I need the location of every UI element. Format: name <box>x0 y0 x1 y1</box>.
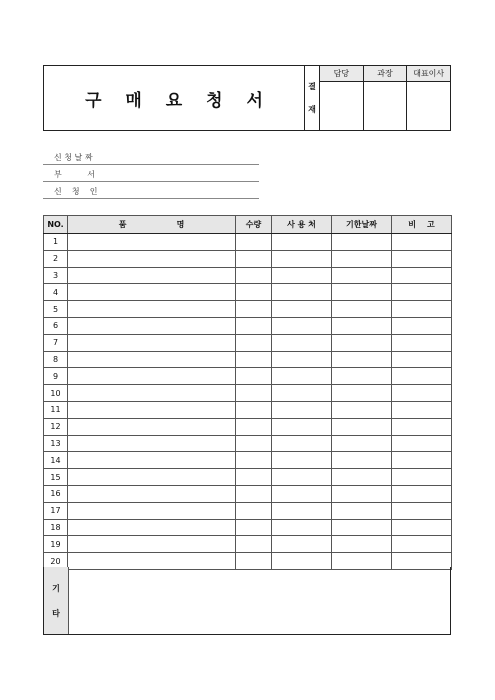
usage-cell[interactable] <box>272 519 332 536</box>
row-number: 9 <box>44 368 68 385</box>
usage-cell[interactable] <box>272 284 332 301</box>
due-date-cell[interactable] <box>332 368 392 385</box>
due-date-cell[interactable] <box>332 435 392 452</box>
remarks-cell[interactable] <box>392 301 452 318</box>
item-cell[interactable] <box>68 485 236 502</box>
row-number: 11 <box>44 401 68 418</box>
table-row <box>44 284 452 301</box>
row-number: 18 <box>44 519 68 536</box>
usage-cell[interactable] <box>272 368 332 385</box>
due-date-cell[interactable] <box>332 485 392 502</box>
table-row <box>44 519 452 536</box>
remarks-cell[interactable] <box>392 234 452 251</box>
due-date-cell[interactable] <box>332 351 392 368</box>
due-date-cell[interactable] <box>332 519 392 536</box>
remarks-cell[interactable] <box>392 452 452 469</box>
approval-head-ceo: 대표이사 <box>407 66 450 82</box>
remarks-cell[interactable] <box>392 351 452 368</box>
row-number: 10 <box>44 385 68 402</box>
qty-cell[interactable] <box>236 317 272 334</box>
approval-col-staff <box>320 66 364 130</box>
due-date-cell[interactable] <box>332 334 392 351</box>
info-department[interactable] <box>43 165 259 182</box>
due-date-cell[interactable] <box>332 250 392 267</box>
usage-cell[interactable] <box>272 385 332 402</box>
info-label: 신 청 날 짜 <box>54 153 93 162</box>
remarks-cell[interactable] <box>392 250 452 267</box>
qty-cell[interactable] <box>236 418 272 435</box>
table-row <box>44 452 452 469</box>
remarks-cell[interactable] <box>392 435 452 452</box>
table-row <box>44 317 452 334</box>
qty-cell[interactable] <box>236 301 272 318</box>
usage-cell[interactable] <box>272 418 332 435</box>
qty-cell[interactable] <box>236 452 272 469</box>
item-cell[interactable] <box>68 401 236 418</box>
row-number: 6 <box>44 317 68 334</box>
item-cell[interactable] <box>68 418 236 435</box>
remarks-cell[interactable] <box>392 401 452 418</box>
item-cell[interactable] <box>68 452 236 469</box>
usage-cell[interactable] <box>272 317 332 334</box>
etc-label-char-1: 기 <box>52 583 60 593</box>
form-header <box>43 65 451 131</box>
table-row <box>44 418 452 435</box>
row-number: 8 <box>44 351 68 368</box>
table-row <box>44 301 452 318</box>
due-date-cell[interactable] <box>332 284 392 301</box>
request-info <box>43 148 259 199</box>
usage-cell[interactable] <box>272 536 332 553</box>
qty-cell[interactable] <box>236 368 272 385</box>
item-cell[interactable] <box>68 250 236 267</box>
row-number: 19 <box>44 536 68 553</box>
usage-cell[interactable] <box>272 234 332 251</box>
usage-cell[interactable] <box>272 435 332 452</box>
item-cell[interactable] <box>68 234 236 251</box>
remarks-cell[interactable] <box>392 334 452 351</box>
item-cell[interactable] <box>68 469 236 486</box>
qty-cell[interactable] <box>236 485 272 502</box>
row-number: 5 <box>44 301 68 318</box>
table-row <box>44 267 452 284</box>
row-number: 4 <box>44 284 68 301</box>
item-cell[interactable] <box>68 334 236 351</box>
item-cell[interactable] <box>68 435 236 452</box>
table-row <box>44 351 452 368</box>
table-row <box>44 502 452 519</box>
items-table <box>43 215 452 570</box>
etc-label-char-2: 타 <box>52 608 60 618</box>
qty-cell[interactable] <box>236 519 272 536</box>
row-number: 2 <box>44 250 68 267</box>
item-cell[interactable] <box>68 519 236 536</box>
info-label: 신 청 인 <box>54 187 98 196</box>
table-row <box>44 469 452 486</box>
due-date-cell[interactable] <box>332 418 392 435</box>
usage-cell[interactable] <box>272 485 332 502</box>
table-row <box>44 250 452 267</box>
col-header-qty: 수량 <box>236 216 272 234</box>
table-row <box>44 368 452 385</box>
remarks-cell[interactable] <box>392 485 452 502</box>
row-number: 1 <box>44 234 68 251</box>
table-header-row <box>44 216 452 234</box>
qty-cell[interactable] <box>236 401 272 418</box>
remarks-cell[interactable] <box>392 284 452 301</box>
table-row <box>44 536 452 553</box>
remarks-cell[interactable] <box>392 368 452 385</box>
due-date-cell[interactable] <box>332 469 392 486</box>
item-cell[interactable] <box>68 502 236 519</box>
qty-cell[interactable] <box>236 351 272 368</box>
due-date-cell[interactable] <box>332 317 392 334</box>
col-header-remarks: 비 고 <box>392 216 452 234</box>
usage-cell[interactable] <box>272 301 332 318</box>
approval-sign-box-ceo[interactable] <box>407 82 450 130</box>
remarks-cell[interactable] <box>392 317 452 334</box>
qty-cell[interactable] <box>236 234 272 251</box>
table-row <box>44 334 452 351</box>
row-number: 20 <box>44 553 68 570</box>
remarks-cell[interactable] <box>392 519 452 536</box>
qty-cell[interactable] <box>236 250 272 267</box>
col-header-due-date: 기한날짜 <box>332 216 392 234</box>
approval-col-manager <box>364 66 408 130</box>
info-request-date[interactable] <box>43 148 259 165</box>
remarks-cell[interactable] <box>392 385 452 402</box>
remarks-cell[interactable] <box>392 418 452 435</box>
row-number: 13 <box>44 435 68 452</box>
qty-cell[interactable] <box>236 284 272 301</box>
usage-cell[interactable] <box>272 452 332 469</box>
info-requester[interactable] <box>43 182 259 199</box>
usage-cell[interactable] <box>272 469 332 486</box>
approval-head-manager: 과장 <box>364 66 407 82</box>
item-cell[interactable] <box>68 317 236 334</box>
qty-cell[interactable] <box>236 267 272 284</box>
info-label: 부 서 <box>54 170 95 179</box>
approval-col-ceo <box>407 66 450 130</box>
usage-cell[interactable] <box>272 351 332 368</box>
row-number: 14 <box>44 452 68 469</box>
approval-label <box>305 66 320 130</box>
usage-cell[interactable] <box>272 401 332 418</box>
approval-columns <box>320 66 450 130</box>
qty-cell[interactable] <box>236 536 272 553</box>
item-cell[interactable] <box>68 351 236 368</box>
usage-cell[interactable] <box>272 250 332 267</box>
approval-sign-box-staff[interactable] <box>320 82 363 130</box>
remarks-cell[interactable] <box>392 502 452 519</box>
item-cell[interactable] <box>68 267 236 284</box>
due-date-cell[interactable] <box>332 536 392 553</box>
row-number: 16 <box>44 485 68 502</box>
item-cell[interactable] <box>68 284 236 301</box>
table-row <box>44 385 452 402</box>
etc-label <box>44 567 69 634</box>
col-header-no: NO. <box>44 216 68 234</box>
remarks-cell[interactable] <box>392 536 452 553</box>
due-date-cell[interactable] <box>332 385 392 402</box>
table-row <box>44 485 452 502</box>
row-number: 17 <box>44 502 68 519</box>
table-row <box>44 234 452 251</box>
remarks-cell[interactable] <box>392 267 452 284</box>
due-date-cell[interactable] <box>332 452 392 469</box>
due-date-cell[interactable] <box>332 301 392 318</box>
approval-label-char-2: 재 <box>308 105 316 114</box>
row-number: 7 <box>44 334 68 351</box>
row-number: 12 <box>44 418 68 435</box>
usage-cell[interactable] <box>272 267 332 284</box>
approval-sign-box-manager[interactable] <box>364 82 407 130</box>
approval-label-char-1: 결 <box>308 82 316 91</box>
qty-cell[interactable] <box>236 435 272 452</box>
qty-cell[interactable] <box>236 469 272 486</box>
qty-cell[interactable] <box>236 334 272 351</box>
due-date-cell[interactable] <box>332 267 392 284</box>
row-number: 3 <box>44 267 68 284</box>
qty-cell[interactable] <box>236 385 272 402</box>
qty-cell[interactable] <box>236 502 272 519</box>
item-cell[interactable] <box>68 385 236 402</box>
item-cell[interactable] <box>68 301 236 318</box>
item-cell[interactable] <box>68 536 236 553</box>
etc-input-area[interactable] <box>69 567 450 634</box>
remarks-cell[interactable] <box>392 469 452 486</box>
col-header-item: 품 명 <box>68 216 236 234</box>
usage-cell[interactable] <box>272 334 332 351</box>
approval-head-staff: 담당 <box>320 66 363 82</box>
form-title: 구 매 요 청 서 <box>44 66 305 130</box>
due-date-cell[interactable] <box>332 234 392 251</box>
due-date-cell[interactable] <box>332 502 392 519</box>
table-row <box>44 435 452 452</box>
table-row <box>44 401 452 418</box>
item-cell[interactable] <box>68 368 236 385</box>
etc-section <box>43 567 451 635</box>
usage-cell[interactable] <box>272 502 332 519</box>
due-date-cell[interactable] <box>332 401 392 418</box>
col-header-usage: 사 용 처 <box>272 216 332 234</box>
row-number: 15 <box>44 469 68 486</box>
